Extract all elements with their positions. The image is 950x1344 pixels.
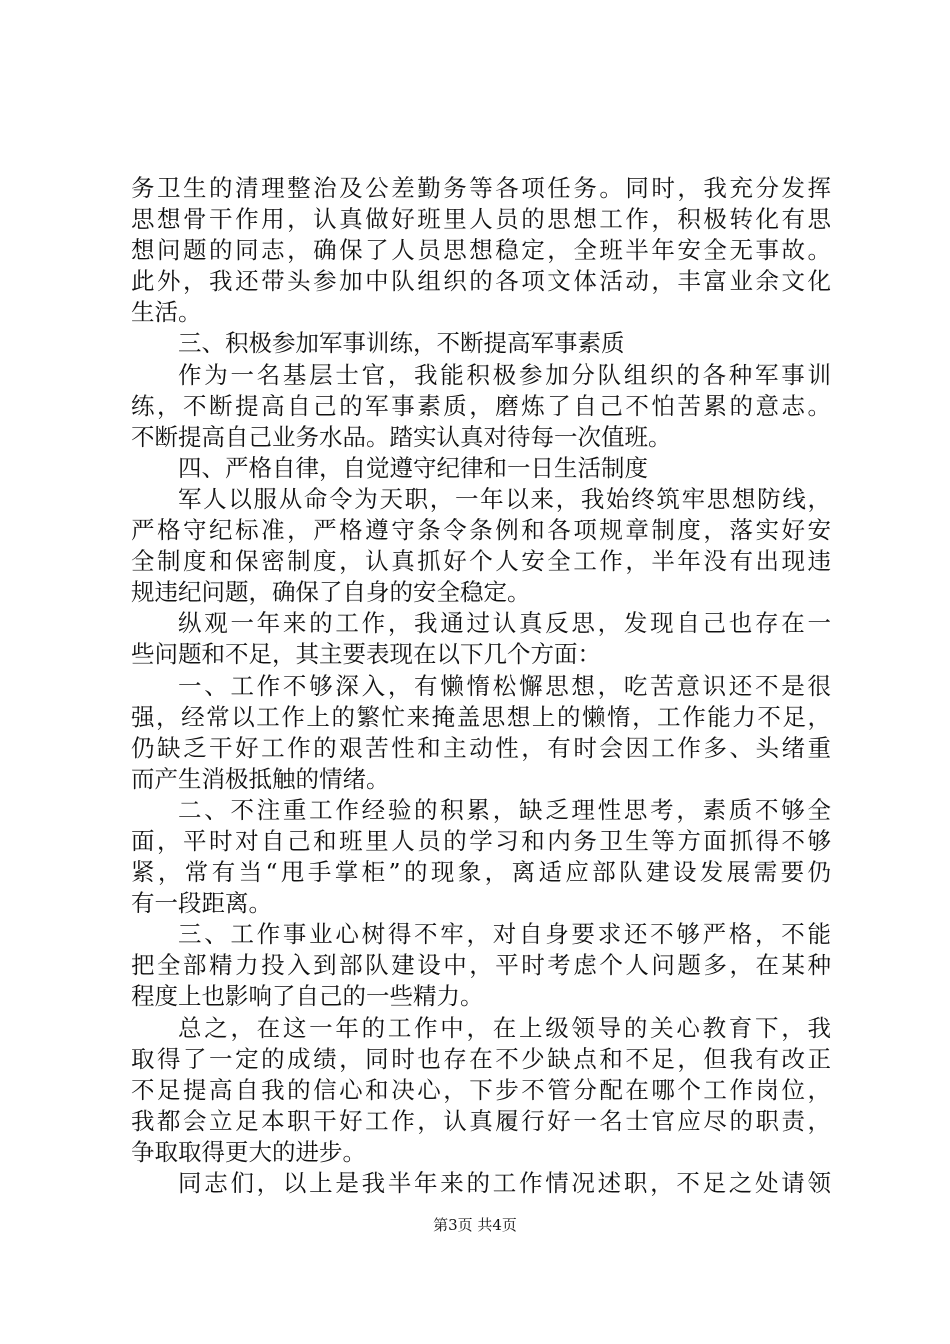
body-line: 一、工作不够深入，有懒惰松懈思想，吃苦意识还不是很 [178,671,831,700]
body-line: 程度上也影响了自己的一些精力。 [131,982,484,1011]
body-line: 紧，常有当“甩手掌柜”的现象，离适应部队建设发展需要仍 [131,858,831,887]
body-line: 不足提高自我的信心和决心，下步不管分配在哪个工作岗位， [131,1075,831,1104]
body-line: 有一段距离。 [131,889,272,918]
body-line: 严格守纪标准，严格遵守条令条例和各项规章制度，落实好安 [131,516,831,545]
body-line: 三、工作事业心树得不牢，对自身要求还不够严格，不能 [178,920,831,949]
body-line: 仍缺乏干好工作的艰苦性和主动性，有时会因工作多、头绪重 [131,733,831,762]
page-number: 第3页 共4页 [433,1216,517,1234]
body-line: 取得了一定的成绩，同时也存在不少缺点和不足，但我有改正 [131,1044,831,1073]
body-line: 生活。 [131,298,202,327]
body-line: 规违纪问题，确保了自身的安全稳定。 [131,578,531,607]
section-heading: 三、积极参加军事训练，不断提高军事素质 [178,329,625,358]
body-line: 思想骨干作用，认真做好班里人员的思想工作，积极转化有思 [131,205,831,234]
body-line: 此外，我还带头参加中队组织的各项文体活动，丰富业余文化 [131,267,831,296]
body-line: 同志们，以上是我半年来的工作情况述职，不足之处请领 [178,1169,831,1197]
body-line: 些问题和不足，其主要表现在以下几个方面： [131,640,601,669]
body-line: 总之，在这一年的工作中，在上级领导的关心教育下，我 [178,1013,831,1042]
body-line: 我都会立足本职干好工作，认真履行好一名士官应尽的职责， [131,1106,831,1135]
body-line: 强，经常以工作上的繁忙来掩盖思想上的懒惰，工作能力不足， [131,702,831,731]
body-line: 面，平时对自己和班里人员的学习和内务卫生等方面抓得不够 [131,826,831,855]
document-body [131,173,831,1199]
body-line: 想问题的同志，确保了人员思想稳定，全班半年安全无事故。 [131,236,831,265]
body-line: 不断提高自己业务水品。踏实认真对待每一次值班。 [131,422,672,451]
body-line: 练，不断提高自己的军事素质，磨炼了自己不怕苦累的意志。 [131,391,831,420]
body-line: 全制度和保密制度，认真抓好个人安全工作，半年没有出现违 [131,547,831,576]
body-line: 争取取得更大的进步。 [131,1137,366,1166]
body-line: 军人以服从命令为天职，一年以来，我始终筑牢思想防线， [178,484,831,513]
body-line: 二、不注重工作经验的积累，缺乏理性思考，素质不够全 [178,795,831,824]
body-line: 而产生消极抵触的情绪。 [131,764,390,793]
body-line: 纵观一年来的工作，我通过认真反思，发现自己也存在一 [178,609,831,638]
body-line: 把全部精力投入到部队建设中，平时考虑个人问题多，在某种 [131,951,831,980]
section-heading: 四、严格自律，自觉遵守纪律和一日生活制度 [178,453,648,482]
body-line: 作为一名基层士官，我能积极参加分队组织的各种军事训 [178,360,831,389]
body-line: 务卫生的清理整治及公差勤务等各项任务。同时，我充分发挥 [131,174,831,202]
